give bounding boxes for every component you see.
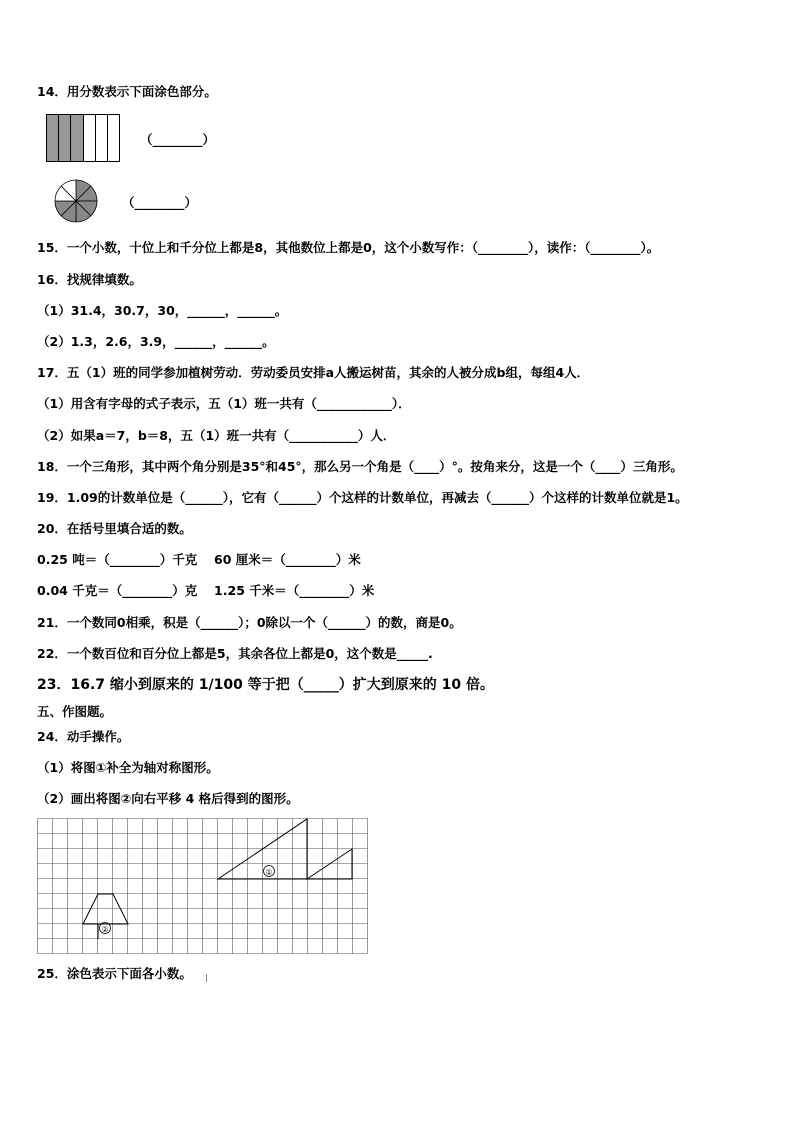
question-24: 24．动手操作。 [37, 729, 130, 744]
question-25: 25．涂色表示下面各小数。 [37, 966, 192, 981]
figure-2-label: ② [101, 925, 109, 934]
fraction-rectangle-figure [46, 114, 120, 162]
question-14: 14．用分数表示下面涂色部分。 [37, 84, 217, 99]
question-24-part-2: （2）画出将图②向右平移 4 格后得到的图形。 [37, 791, 299, 806]
figure-1-label: ① [265, 868, 273, 877]
rect-part [84, 115, 96, 161]
question-20: 20．在括号里填合适的数。 [37, 521, 192, 536]
question-17: 17．五（1）班的同学参加植树劳动．劳动委员安排a人搬运树苗，其余的人被分成b组，每组4人． [37, 365, 590, 380]
question-16: 16．找规律填数。 [37, 272, 142, 287]
question-21: 21．一个数同0相乘，积是（______）；0除以一个（______）的数，商是0。 [37, 615, 462, 630]
question-18: 18．一个三角形，其中两个角分别是35°和45°，那么另一个角是（____）°。按角来分，这是一个（____）三角形。 [37, 459, 683, 474]
figure-1-partial [307, 819, 352, 879]
question-15: 15．一个小数，十位上和千分位上都是8，其他数位上都是0，这个小数写作：（________），读作：（________）。 [37, 240, 660, 255]
rect-part-shaded [71, 115, 83, 161]
fraction-circle-figure [53, 178, 99, 224]
question-19: 19．1.09的计数单位是（______），它有（______）个这样的计数单位，再减去（______）个这样的计数单位就是1。 [37, 490, 688, 505]
grid-lines [38, 819, 368, 954]
question-22: 22．一个数百位和百分位上都是5，其余各位上都是0，这个数是_____. [37, 646, 433, 661]
answer-blank-circle: （________） [122, 195, 198, 210]
question-24-part-1: （1）将图①补全为轴对称图形。 [37, 760, 219, 775]
section-5-heading: 五、作图题。 [37, 704, 113, 719]
answer-blank-rect: （________） [140, 132, 216, 147]
question-20-row-1: 0.25 吨＝（________）千克 60 厘米＝（________）米 [37, 552, 361, 567]
question-16-part-1: （1）31.4，30.7，30，______，______。 [37, 303, 288, 318]
question-20-row-2: 0.04 千克＝（________）克 1.25 千米＝（________）米 [37, 583, 375, 598]
question-23: 23．16.7 缩小到原来的 1/100 等于把（_____）扩大到原来的 10 倍。 [37, 677, 494, 693]
question-17-part-2: （2）如果a＝7，b＝8，五（1）班一共有（___________）人． [37, 428, 396, 443]
rect-part [96, 115, 108, 161]
drawing-grid-figure [37, 818, 369, 956]
question-17-part-1: （1）用含有字母的式子表示，五（1）班一共有（____________）． [37, 396, 411, 411]
rect-part-shaded [59, 115, 71, 161]
question-16-part-2: （2）1.3，2.6，3.9，______，______。 [37, 334, 275, 349]
rect-part-shaded [47, 115, 59, 161]
rect-part [108, 115, 119, 161]
cursor-mark [206, 974, 207, 982]
figure-2-shape [83, 894, 128, 924]
